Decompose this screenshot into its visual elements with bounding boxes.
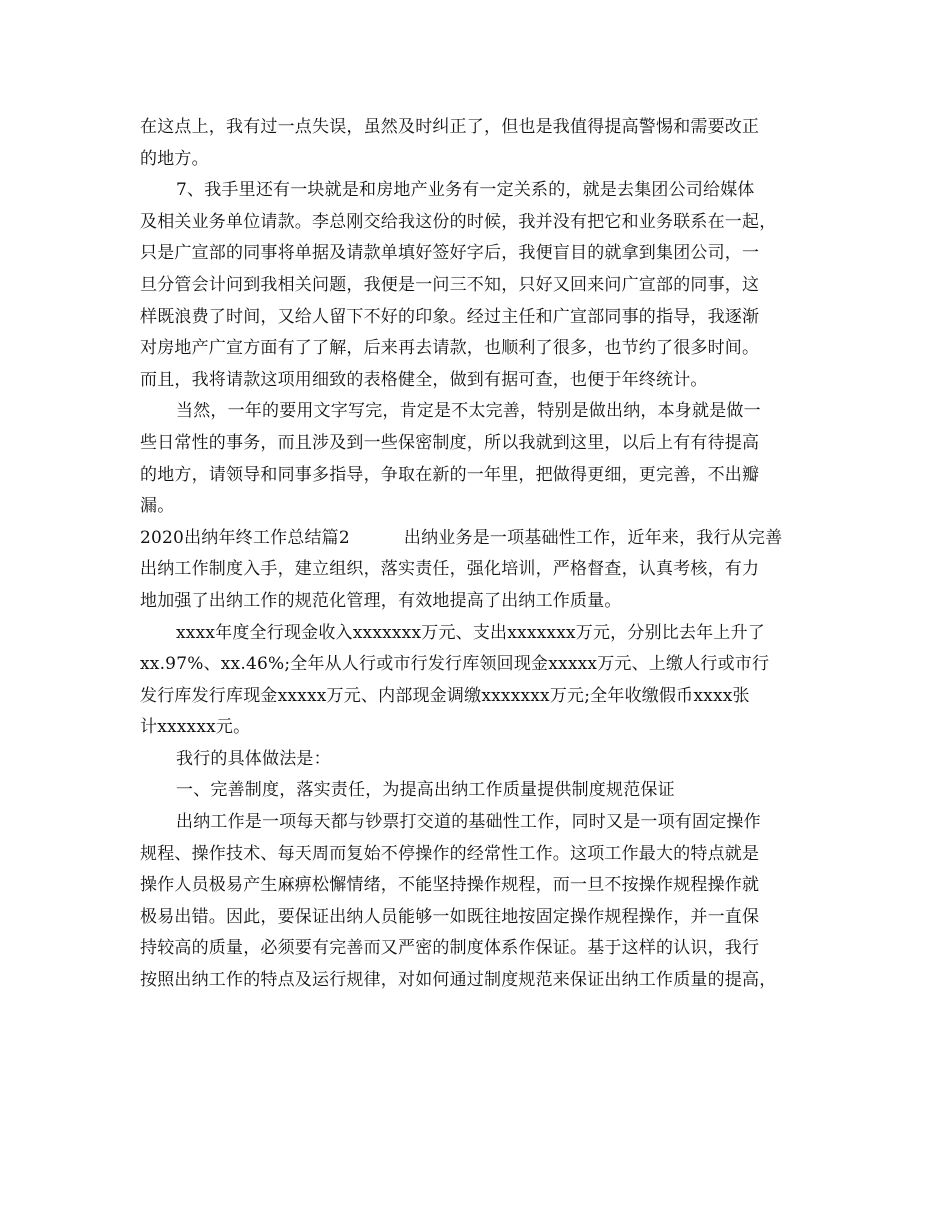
- text-line: 规程、操作技术、每天周而复始不停操作的经常性工作。这项工作最大的特点就是: [140, 843, 760, 864]
- text-line: 持较高的质量，必须要有完善而又严密的制度体系作保证。基于这样的认识，我行: [140, 938, 760, 959]
- text-line: 及相关业务单位请款。李总刚交给我这份的时候，我并没有把它和业务联系在一起，: [140, 211, 777, 232]
- text-line: 出纳工作是一项每天都与钞票打交道的基础性工作，同时又是一项有固定操作: [176, 812, 761, 833]
- text-line: 7、我手里还有一块就是和房地产业务有一定关系的，就是去集团公司给媒体: [176, 180, 755, 201]
- section-heading-line: [140, 523, 830, 555]
- text-line: 极易出错。因此，要保证出纳人员能够一如既往地按固定操作规程操作，并一直保: [140, 906, 760, 927]
- document-body: [140, 112, 830, 997]
- text-line: xxxx年度全行现金收入xxxxxxx万元、支出xxxxxxx万元，分别比去年上升了: [176, 622, 765, 643]
- text-line: 只是广宣部的同事将单据及请款单填好签好字后，我便盲目的就拿到集团公司，一: [140, 243, 760, 264]
- text-line: 在这点上，我有过一点失误，虽然及时纠正了，但也是我值得提高警惕和需要改正: [140, 117, 760, 137]
- text-line: 旦分管会计问到我相关问题，我便是一问三不知，只好又回来问广宣部的同事，这: [140, 274, 760, 295]
- text-line: 样既浪费了时间，又给人留下不好的印象。经过主任和广宣部同事的指导，我逐渐: [140, 306, 760, 327]
- text-line: 当然，一年的要用文字写完，肯定是不太完善，特别是做出纳，本身就是做一: [176, 401, 761, 422]
- text-line: 出纳工作制度入手，建立组织，落实责任，强化培训，严格督查，认真考核，有力: [140, 559, 760, 580]
- text-line: 我行的具体做法是：: [176, 748, 331, 769]
- text-line: 对房地产广宣方面有了了解，后来再去请款，也顺利了很多，也节约了很多时间。: [140, 338, 760, 359]
- text-line: 发行库发行库现金xxxxx万元、内部现金调缴xxxxxxx万元;全年收缴假币xxxx张: [140, 685, 750, 706]
- text-line: 计xxxxxx元。: [140, 717, 251, 738]
- text-line: 操作人员极易产生麻痹松懈情绪，不能坚持操作规程，而一旦不按操作规程操作就: [140, 875, 760, 896]
- text-line: 的地方。: [140, 148, 209, 169]
- text-line: xx.97%、xx.46%;全年从人行或市行发行库领回现金xxxxx万元、上缴人行或市行: [140, 654, 770, 675]
- text-line: 的地方，请领导和同事多指导，争取在新的一年里，把做得更细，更完善，不出瓣: [140, 464, 760, 485]
- section-lead-text: 出纳业务是一项基础性工作，近年来，我行从完善: [403, 527, 783, 548]
- subheading-line: 一、完善制度，落实责任，为提高出纳工作质量提供制度规范保证: [176, 780, 675, 801]
- text-line: 按照出纳工作的特点及运行规律，对如何通过制度规范来保证出纳工作质量的提高，: [140, 970, 777, 991]
- section-heading: 2020出纳年终工作总结篇2: [140, 527, 350, 548]
- text-line: 而且，我将请款这项用细致的表格健全，做到有据可查，也便于年终统计。: [140, 369, 708, 390]
- text-line: 漏。: [140, 496, 175, 517]
- text-line: 地加强了出纳工作的规范化管理，有效地提高了出纳工作质量。: [140, 590, 622, 611]
- text-line: 些日常性的事务，而且涉及到一些保密制度，所以我就到这里，以后上有有待提高: [140, 432, 760, 453]
